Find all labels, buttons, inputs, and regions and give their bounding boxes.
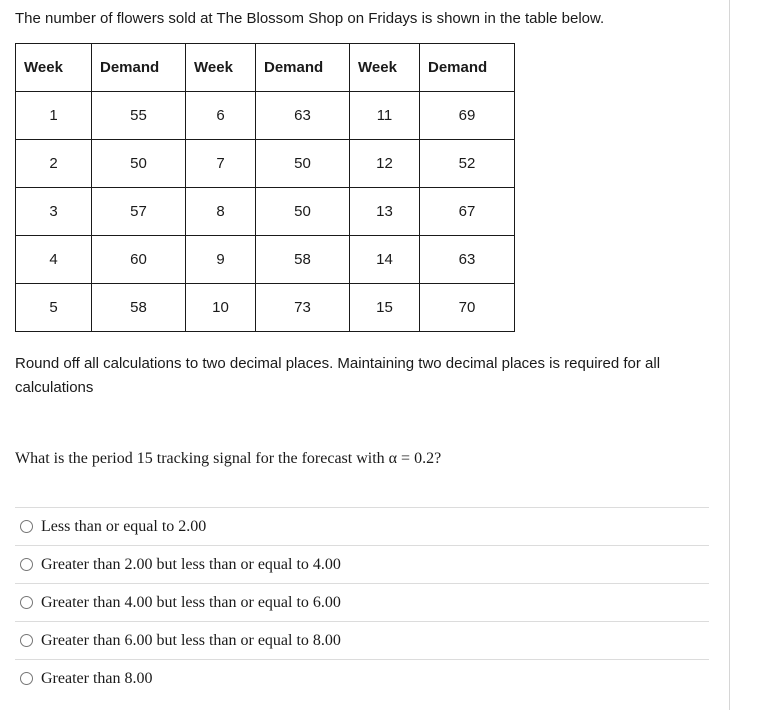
header-demand-2: Demand <box>256 44 350 92</box>
table-header-row <box>16 44 515 92</box>
table-cell: 15 <box>350 284 420 332</box>
table-cell: 52 <box>420 140 515 188</box>
table-cell: 11 <box>350 92 420 140</box>
table-cell: 7 <box>186 140 256 188</box>
demand-table <box>15 43 515 332</box>
radio-button-3[interactable] <box>20 596 33 609</box>
table-cell: 73 <box>256 284 350 332</box>
table-cell: 13 <box>350 188 420 236</box>
answer-label-4: Greater than 6.00 but less than or equal to 8.00 <box>41 631 341 649</box>
header-demand-1: Demand <box>92 44 186 92</box>
header-week-1: Week <box>16 44 92 92</box>
table-cell: 58 <box>92 284 186 332</box>
radio-button-5[interactable] <box>20 672 33 685</box>
radio-button-4[interactable] <box>20 634 33 647</box>
header-week-2: Week <box>186 44 256 92</box>
radio-button-1[interactable] <box>20 520 33 533</box>
table-cell: 57 <box>92 188 186 236</box>
table-cell: 69 <box>420 92 515 140</box>
rounding-note: Round off all calculations to two decimal places. Maintaining two decimal places is required for all calculations <box>15 355 661 396</box>
answer-option-4[interactable] <box>15 621 709 659</box>
table-cell: 58 <box>256 236 350 284</box>
table-cell: 5 <box>16 284 92 332</box>
table-cell: 1 <box>16 92 92 140</box>
right-divider <box>729 0 730 710</box>
table-cell: 2 <box>16 140 92 188</box>
table-cell: 63 <box>420 236 515 284</box>
answer-option-3[interactable] <box>15 583 709 621</box>
intro-text: The number of flowers sold at The Blossom Shop on Fridays is shown in the table below. <box>15 10 605 27</box>
table-cell: 50 <box>256 140 350 188</box>
table-row <box>16 236 515 284</box>
radio-button-2[interactable] <box>20 558 33 571</box>
table-cell: 9 <box>186 236 256 284</box>
table-cell: 6 <box>186 92 256 140</box>
header-demand-3: Demand <box>420 44 515 92</box>
table-row <box>16 284 515 332</box>
table-cell: 14 <box>350 236 420 284</box>
answer-label-5: Greater than 8.00 <box>41 669 153 687</box>
answer-label-3: Greater than 4.00 but less than or equal to 6.00 <box>41 593 341 611</box>
table-row <box>16 188 515 236</box>
table-cell: 4 <box>16 236 92 284</box>
answer-label-1: Less than or equal to 2.00 <box>41 517 207 535</box>
table-cell: 55 <box>92 92 186 140</box>
table-row <box>16 92 515 140</box>
answer-option-5[interactable] <box>15 659 709 697</box>
table-cell: 63 <box>256 92 350 140</box>
header-week-3: Week <box>350 44 420 92</box>
table-cell: 10 <box>186 284 256 332</box>
answer-label-2: Greater than 2.00 but less than or equal to 4.00 <box>41 555 341 573</box>
table-row <box>16 140 515 188</box>
table-cell: 12 <box>350 140 420 188</box>
answer-options <box>15 507 709 697</box>
table-cell: 3 <box>16 188 92 236</box>
table-cell: 60 <box>92 236 186 284</box>
answer-option-1[interactable] <box>15 507 709 545</box>
question-text: What is the period 15 tracking signal for the forecast with α = 0.2? <box>15 450 442 467</box>
table-cell: 8 <box>186 188 256 236</box>
table-cell: 70 <box>420 284 515 332</box>
table-cell: 50 <box>92 140 186 188</box>
table-cell: 67 <box>420 188 515 236</box>
answer-option-2[interactable] <box>15 545 709 583</box>
table-cell: 50 <box>256 188 350 236</box>
